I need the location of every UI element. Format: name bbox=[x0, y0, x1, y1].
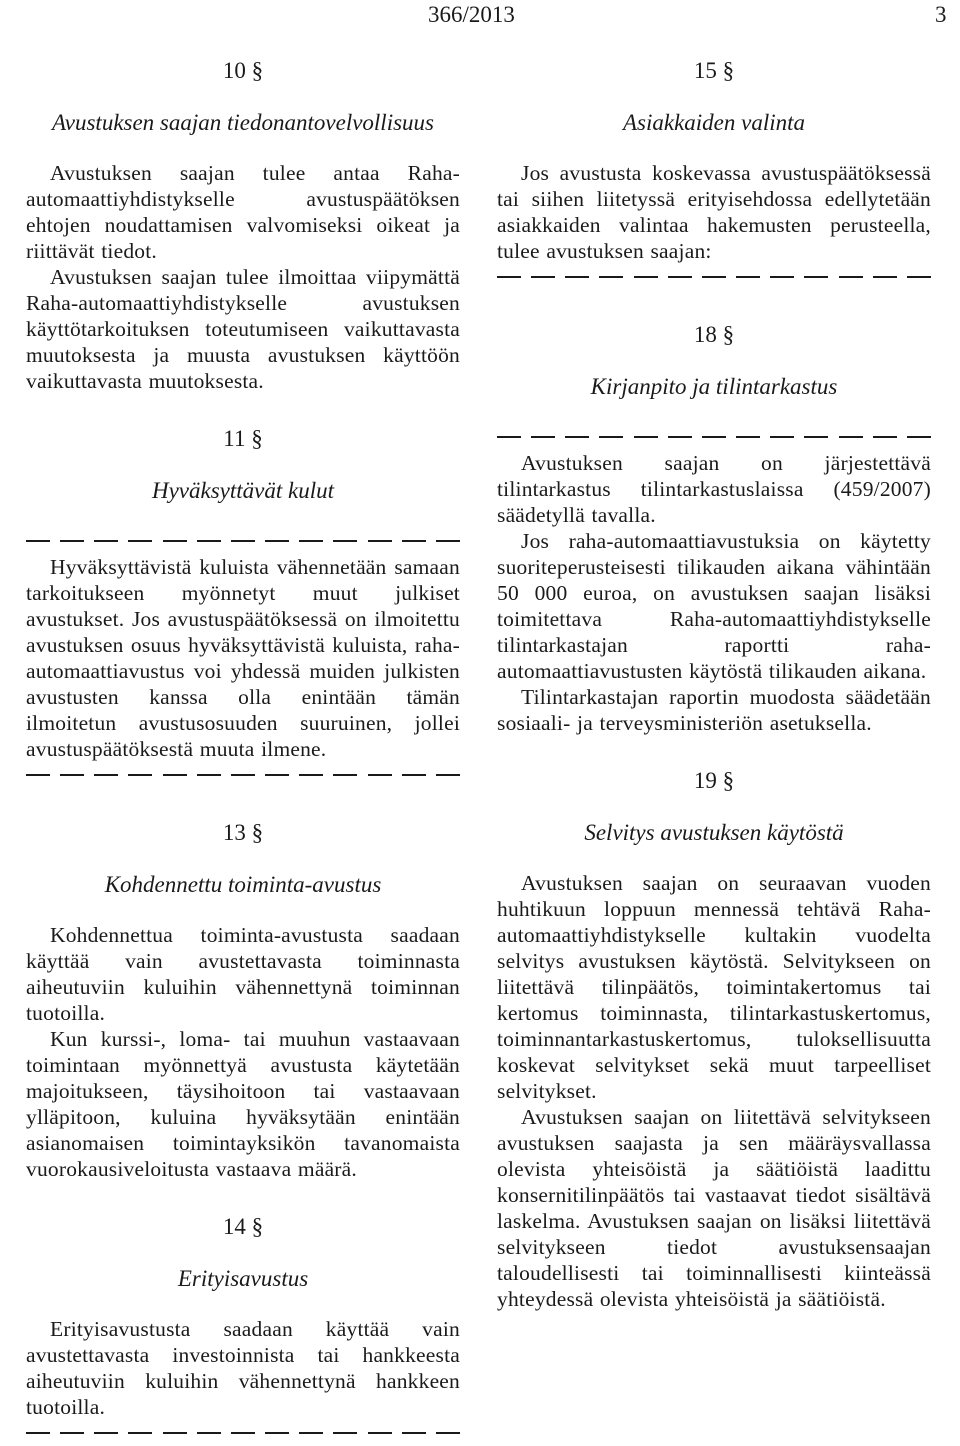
section-19-paragraph-2: Avustuksen saajan on liitettävä selvitykseen avustuksen saajasta ja sen määräysvallassa olevista yhteisöistä ja säätiöistä laadittu konsernitilinpäätös tai vastaavat tiedot sisältävä laskelma. Avustuksen saajan on lisäksi liitettävä selvitykseen tiedot avustuksensaajan taloudellisesti tai toiminnallisesti kiinteässä yhteydessä olevista yhteisöistä ja säätiöistä. bbox=[497, 1105, 931, 1311]
section-10-paragraph-1: Avustuksen saajan tulee antaa Raha-automaattiyhdistykselle avustuspäätöksen ehtojen noudattamisen valvomiseksi oikeat ja riittävät tiedot. bbox=[26, 161, 460, 263]
section-18-number: 18 § bbox=[693, 322, 735, 347]
section-15-paragraph-1: Jos avustusta koskevassa avustuspäätöksessä tai siihen liitetyssä erityisehdossa edellytetään asiakkaiden valintaa hakemusten perusteella, tulee avustuksen saajan: bbox=[497, 161, 931, 263]
section-14-title: Erityisavustus bbox=[177, 1266, 309, 1291]
section-11-number: 11 § bbox=[223, 426, 263, 451]
section-11-paragraph-1: Hyväksyttävistä kuluista vähennetään samaan tarkoitukseen myönnetyt muut julkiset avustukset. Jos avustuspäätöksessä on ilmoitettu avustuksen osuus hyväksyttävistä kuluista, raha-automaattiavustus voi yhdessä muiden julkisten avustusten kanssa olla enintään tämän ilmoitetun avustusosuuden suuruinen, jollei avustuspäätöksestä muuta ilmene. bbox=[26, 555, 460, 761]
omission-line bbox=[497, 264, 931, 290]
section-11-title: Hyväksyttävät kulut bbox=[151, 478, 334, 503]
section-15-number: 15 § bbox=[693, 58, 735, 83]
section-10-paragraph-2: Avustuksen saajan tulee ilmoittaa viipymättä Raha-automaattiyhdistykselle avustuksen käyttötarkoituksen toteutumiseen vaikuttavasta muutoksesta ja muusta avustuksen käyttöön vaikuttavasta muutoksesta. bbox=[26, 265, 460, 393]
omission-line bbox=[26, 528, 460, 554]
section-10-title: Avustuksen saajan tiedonantovelvollisuus bbox=[51, 110, 434, 135]
right-column bbox=[497, 56, 931, 1312]
page-number: 3 bbox=[935, 2, 947, 27]
section-18-paragraph-3: Tilintarkastajan raportin muodosta säädetään sosiaali- ja terveysministeriön asetuksella. bbox=[497, 685, 931, 735]
left-column bbox=[26, 56, 460, 1446]
section-13-paragraph-1: Kohdennettua toiminta-avustusta saadaan käyttää vain avustettavasta toiminnasta aiheutuviin kuluihin vähennettynä toiminnan tuotoilla. bbox=[26, 923, 460, 1025]
section-14-number: 14 § bbox=[222, 1214, 264, 1239]
section-13-paragraph-2: Kun kurssi-, loma- tai muuhun vastaavaan toimintaan myönnettyä avustusta käytetään majoitukseen, täysihoitoon tai vastaavaan ylläpitoon, kuluina hyväksytään enintään asianomaisen toimintayksikön tavanomaista vuorokausiveloitusta vastaava määrä. bbox=[26, 1027, 460, 1181]
omission-line bbox=[26, 762, 460, 788]
section-18-paragraph-2: Jos raha-automaattiavustuksia on käytetty suoriteperusteisesti tilikauden aikana vähintään 50 000 euroa, on avustuksen saajan lisäksi toimitettava Raha-automaattiyhdistykselle tilintarkastajan raportti raha-automaattiavustusten käytöstä tilikauden aikana. bbox=[497, 529, 931, 683]
section-14-paragraph-1: Erityisavustusta saadaan käyttää vain avustettavasta investoinnista tai hankkeesta aiheutuviin kuluihin vähennettynä hankkeen tuotoilla. bbox=[26, 1317, 460, 1419]
section-19-title: Selvitys avustuksen käytöstä bbox=[584, 820, 844, 845]
omission-line bbox=[26, 1420, 460, 1446]
omission-line bbox=[497, 424, 931, 450]
section-13-number: 13 § bbox=[222, 820, 264, 845]
section-13-title: Kohdennettu toiminta-avustus bbox=[104, 872, 382, 897]
section-15-title: Asiakkaiden valinta bbox=[622, 110, 806, 135]
section-10-number: 10 § bbox=[222, 58, 264, 83]
document-number: 366/2013 bbox=[428, 2, 515, 27]
section-18-title: Kirjanpito ja tilintarkastus bbox=[590, 374, 838, 399]
section-18-paragraph-1: Avustuksen saajan on järjestettävä tilintarkastus tilintarkastuslaissa (459/2007) säädetyllä tavalla. bbox=[497, 451, 931, 527]
section-19-number: 19 § bbox=[693, 768, 735, 793]
section-19-paragraph-1: Avustuksen saajan on seuraavan vuoden huhtikuun loppuun mennessä tehtävä Raha-automaattiyhdistykselle kultakin vuodelta selvitys avustuksen käytöstä. Selvitykseen on liitettävä tilinpäätös, toimintakertomus tai kertomus toiminnasta, tilintarkastuskertomus, toiminnantarkastuskertomus, tuloksellisuutta koskevat selvitykset sekä muut tarpeelliset selvitykset. bbox=[497, 871, 931, 1103]
